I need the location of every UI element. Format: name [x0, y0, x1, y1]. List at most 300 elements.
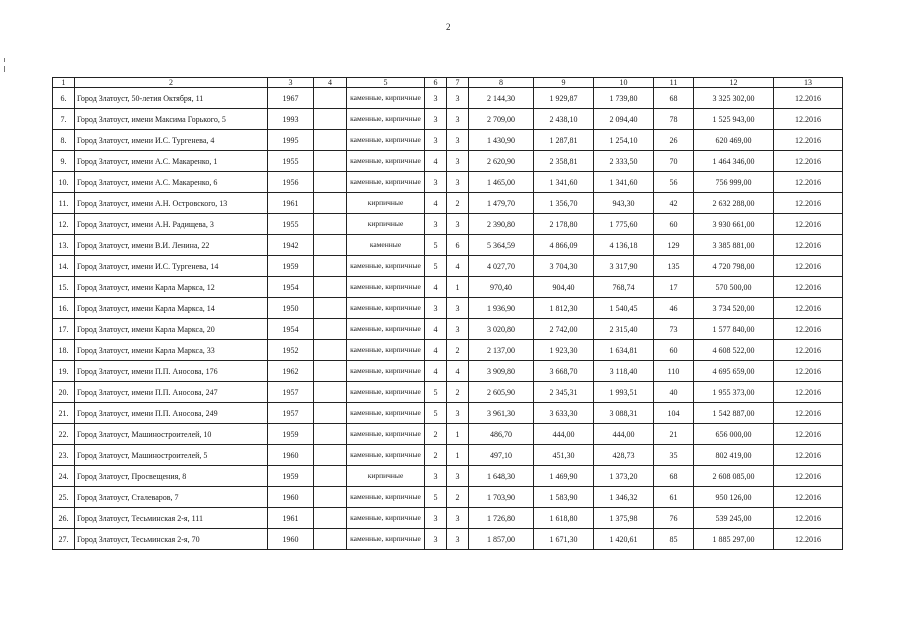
cell-area-a: 1 469,90 — [534, 466, 594, 487]
cell-area-total: 3 020,80 — [469, 319, 534, 340]
cell-date: 12.2016 — [774, 529, 843, 550]
cell-area-a: 3 633,30 — [534, 403, 594, 424]
cell-c4 — [314, 109, 347, 130]
cell-area-b: 768,74 — [594, 277, 654, 298]
table-row — [53, 130, 843, 151]
cell-n: 25. — [53, 487, 75, 508]
cell-date: 12.2016 — [774, 277, 843, 298]
cell-floors: 3 — [425, 88, 447, 109]
cell-floors: 5 — [425, 235, 447, 256]
cell-cost: 3 930 661,00 — [694, 214, 774, 235]
cell-residents: 26 — [654, 130, 694, 151]
cell-floors: 4 — [425, 277, 447, 298]
cell-area-b: 444,00 — [594, 424, 654, 445]
cell-floors: 4 — [425, 151, 447, 172]
cell-area-b: 1 341,60 — [594, 172, 654, 193]
cell-address: Город Златоуст, имени П.П. Аносова, 176 — [75, 361, 268, 382]
cell-area-a: 1 812,30 — [534, 298, 594, 319]
cell-cost: 756 999,00 — [694, 172, 774, 193]
page-number: 2 — [446, 22, 451, 32]
column-number-row — [53, 78, 843, 88]
cell-date: 12.2016 — [774, 508, 843, 529]
cell-date: 12.2016 — [774, 424, 843, 445]
cell-area-total: 3 909,80 — [469, 361, 534, 382]
table-row — [53, 172, 843, 193]
cell-area-total: 2 137,00 — [469, 340, 534, 361]
cell-c4 — [314, 361, 347, 382]
table-body — [53, 78, 843, 550]
cell-residents: 85 — [654, 529, 694, 550]
cell-entrances: 3 — [447, 172, 469, 193]
cell-area-a: 3 668,70 — [534, 361, 594, 382]
cell-c4 — [314, 193, 347, 214]
cell-residents: 73 — [654, 319, 694, 340]
cell-address: Город Златоуст, имени Карла Маркса, 14 — [75, 298, 268, 319]
cell-area-a: 3 704,30 — [534, 256, 594, 277]
cell-residents: 21 — [654, 424, 694, 445]
cell-floors: 4 — [425, 319, 447, 340]
cell-area-total: 1 430,90 — [469, 130, 534, 151]
cell-area-a: 1 287,81 — [534, 130, 594, 151]
cell-cost: 1 542 887,00 — [694, 403, 774, 424]
cell-material: каменные, кирпичные — [347, 151, 425, 172]
cell-year: 1995 — [268, 130, 314, 151]
cell-area-a: 1 356,70 — [534, 193, 594, 214]
cell-year: 1960 — [268, 487, 314, 508]
cell-entrances: 3 — [447, 529, 469, 550]
cell-area-b: 1 634,81 — [594, 340, 654, 361]
cell-area-a: 2 742,00 — [534, 319, 594, 340]
cell-residents: 40 — [654, 382, 694, 403]
cell-n: 14. — [53, 256, 75, 277]
cell-c4 — [314, 445, 347, 466]
cell-entrances: 3 — [447, 88, 469, 109]
cell-area-b: 3 088,31 — [594, 403, 654, 424]
column-header-2: 2 — [75, 78, 268, 88]
cell-cost: 570 500,00 — [694, 277, 774, 298]
cell-entrances: 2 — [447, 193, 469, 214]
cell-date: 12.2016 — [774, 340, 843, 361]
cell-year: 1957 — [268, 403, 314, 424]
cell-n: 8. — [53, 130, 75, 151]
cell-area-a: 1 583,90 — [534, 487, 594, 508]
cell-year: 1961 — [268, 193, 314, 214]
cell-area-b: 1 373,20 — [594, 466, 654, 487]
cell-material: каменные, кирпичные — [347, 424, 425, 445]
cell-area-total: 2 709,00 — [469, 109, 534, 130]
cell-residents: 68 — [654, 88, 694, 109]
cell-c4 — [314, 319, 347, 340]
cell-entrances: 3 — [447, 508, 469, 529]
cell-cost: 656 000,00 — [694, 424, 774, 445]
cell-address: Город Златоуст, Машиностроителей, 5 — [75, 445, 268, 466]
cell-material: каменные — [347, 235, 425, 256]
cell-year: 1950 — [268, 298, 314, 319]
cell-year: 1960 — [268, 529, 314, 550]
cell-address: Город Златоуст, Машиностроителей, 10 — [75, 424, 268, 445]
cell-c4 — [314, 340, 347, 361]
cell-n: 13. — [53, 235, 75, 256]
cell-address: Город Златоуст, имени А.Н. Островского, 13 — [75, 193, 268, 214]
column-header-3: 3 — [268, 78, 314, 88]
cell-entrances: 2 — [447, 487, 469, 508]
cell-n: 6. — [53, 88, 75, 109]
cell-area-total: 4 027,70 — [469, 256, 534, 277]
cell-area-total: 1 479,70 — [469, 193, 534, 214]
cell-address: Город Златоуст, имени Карла Маркса, 20 — [75, 319, 268, 340]
cell-area-b: 2 333,50 — [594, 151, 654, 172]
cell-n: 16. — [53, 298, 75, 319]
cell-floors: 5 — [425, 487, 447, 508]
cell-residents: 76 — [654, 508, 694, 529]
cell-year: 1960 — [268, 445, 314, 466]
cell-residents: 60 — [654, 340, 694, 361]
cell-area-a: 1 671,30 — [534, 529, 594, 550]
cell-c4 — [314, 298, 347, 319]
cell-cost: 802 419,00 — [694, 445, 774, 466]
cell-cost: 1 577 840,00 — [694, 319, 774, 340]
cell-address: Город Златоуст, имени Карла Маркса, 12 — [75, 277, 268, 298]
cell-residents: 17 — [654, 277, 694, 298]
cell-residents: 70 — [654, 151, 694, 172]
column-header-13: 13 — [774, 78, 843, 88]
cell-floors: 4 — [425, 193, 447, 214]
cell-material: каменные, кирпичные — [347, 109, 425, 130]
cell-floors: 3 — [425, 109, 447, 130]
cell-date: 12.2016 — [774, 88, 843, 109]
cell-entrances: 6 — [447, 235, 469, 256]
cell-date: 12.2016 — [774, 130, 843, 151]
cell-date: 12.2016 — [774, 214, 843, 235]
cell-date: 12.2016 — [774, 361, 843, 382]
cell-address: Город Златоуст, Тесьминская 2-я, 70 — [75, 529, 268, 550]
cell-area-b: 1 254,10 — [594, 130, 654, 151]
cell-entrances: 4 — [447, 256, 469, 277]
cell-year: 1961 — [268, 508, 314, 529]
cell-c4 — [314, 130, 347, 151]
cell-cost: 3 734 520,00 — [694, 298, 774, 319]
cell-residents: 46 — [654, 298, 694, 319]
cell-n: 19. — [53, 361, 75, 382]
cell-material: каменные, кирпичные — [347, 340, 425, 361]
cell-material: кирпичные — [347, 466, 425, 487]
cell-area-total: 2 620,90 — [469, 151, 534, 172]
table-row — [53, 508, 843, 529]
cell-residents: 78 — [654, 109, 694, 130]
cell-area-a: 2 358,81 — [534, 151, 594, 172]
cell-material: каменные, кирпичные — [347, 508, 425, 529]
cell-date: 12.2016 — [774, 256, 843, 277]
cell-cost: 2 632 288,00 — [694, 193, 774, 214]
table-row — [53, 277, 843, 298]
cell-floors: 3 — [425, 172, 447, 193]
column-header-1: 1 — [53, 78, 75, 88]
cell-c4 — [314, 487, 347, 508]
table-row — [53, 340, 843, 361]
cell-n: 17. — [53, 319, 75, 340]
cell-area-b: 1 375,98 — [594, 508, 654, 529]
cell-n: 26. — [53, 508, 75, 529]
cell-year: 1993 — [268, 109, 314, 130]
cell-material: каменные, кирпичные — [347, 403, 425, 424]
column-header-6: 6 — [425, 78, 447, 88]
table-row — [53, 298, 843, 319]
cell-year: 1957 — [268, 382, 314, 403]
cell-date: 12.2016 — [774, 193, 843, 214]
cell-area-b: 1 420,61 — [594, 529, 654, 550]
cell-cost: 3 385 881,00 — [694, 235, 774, 256]
column-header-11: 11 — [654, 78, 694, 88]
cell-c4 — [314, 529, 347, 550]
cell-cost: 1 885 297,00 — [694, 529, 774, 550]
cell-area-total: 1 857,00 — [469, 529, 534, 550]
cell-n: 22. — [53, 424, 75, 445]
cell-floors: 3 — [425, 130, 447, 151]
cell-c4 — [314, 256, 347, 277]
margin-mark — [4, 66, 5, 72]
cell-address: Город Златоуст, имени П.П. Аносова, 247 — [75, 382, 268, 403]
cell-c4 — [314, 403, 347, 424]
cell-material: каменные, кирпичные — [347, 172, 425, 193]
cell-address: Город Златоуст, имени В.И. Ленина, 22 — [75, 235, 268, 256]
cell-date: 12.2016 — [774, 235, 843, 256]
cell-c4 — [314, 424, 347, 445]
table-row — [53, 466, 843, 487]
column-header-5: 5 — [347, 78, 425, 88]
cell-cost: 4 608 522,00 — [694, 340, 774, 361]
cell-area-total: 2 144,30 — [469, 88, 534, 109]
cell-date: 12.2016 — [774, 151, 843, 172]
cell-material: каменные, кирпичные — [347, 445, 425, 466]
cell-c4 — [314, 172, 347, 193]
cell-year: 1956 — [268, 172, 314, 193]
cell-n: 27. — [53, 529, 75, 550]
cell-floors: 3 — [425, 508, 447, 529]
cell-year: 1959 — [268, 256, 314, 277]
cell-n: 15. — [53, 277, 75, 298]
cell-area-total: 5 364,59 — [469, 235, 534, 256]
cell-date: 12.2016 — [774, 298, 843, 319]
cell-date: 12.2016 — [774, 403, 843, 424]
cell-date: 12.2016 — [774, 319, 843, 340]
cell-floors: 2 — [425, 424, 447, 445]
cell-area-a: 1 923,30 — [534, 340, 594, 361]
cell-address: Город Златоуст, имени И.С. Тургенева, 14 — [75, 256, 268, 277]
cell-cost: 3 325 302,00 — [694, 88, 774, 109]
cell-cost: 4 695 659,00 — [694, 361, 774, 382]
cell-floors: 5 — [425, 382, 447, 403]
cell-cost: 539 245,00 — [694, 508, 774, 529]
cell-floors: 3 — [425, 529, 447, 550]
cell-year: 1954 — [268, 319, 314, 340]
cell-c4 — [314, 382, 347, 403]
cell-residents: 35 — [654, 445, 694, 466]
cell-area-b: 2 315,40 — [594, 319, 654, 340]
cell-n: 21. — [53, 403, 75, 424]
cell-floors: 4 — [425, 340, 447, 361]
cell-c4 — [314, 235, 347, 256]
cell-address: Город Златоуст, Просвещения, 8 — [75, 466, 268, 487]
cell-area-a: 444,00 — [534, 424, 594, 445]
cell-entrances: 3 — [447, 130, 469, 151]
cell-floors: 3 — [425, 214, 447, 235]
cell-area-total: 970,40 — [469, 277, 534, 298]
cell-n: 18. — [53, 340, 75, 361]
cell-date: 12.2016 — [774, 382, 843, 403]
cell-n: 12. — [53, 214, 75, 235]
cell-address: Город Златоуст, Тесьминская 2-я, 111 — [75, 508, 268, 529]
cell-date: 12.2016 — [774, 172, 843, 193]
cell-entrances: 2 — [447, 382, 469, 403]
cell-year: 1942 — [268, 235, 314, 256]
cell-n: 10. — [53, 172, 75, 193]
cell-material: кирпичные — [347, 214, 425, 235]
cell-year: 1954 — [268, 277, 314, 298]
cell-floors: 3 — [425, 466, 447, 487]
cell-area-total: 486,70 — [469, 424, 534, 445]
cell-material: каменные, кирпичные — [347, 382, 425, 403]
column-header-8: 8 — [469, 78, 534, 88]
cell-address: Город Златоуст, имени А.С. Макаренко, 6 — [75, 172, 268, 193]
cell-n: 24. — [53, 466, 75, 487]
cell-material: каменные, кирпичные — [347, 487, 425, 508]
cell-floors: 5 — [425, 403, 447, 424]
cell-year: 1952 — [268, 340, 314, 361]
cell-cost: 4 720 798,00 — [694, 256, 774, 277]
cell-area-a: 2 178,80 — [534, 214, 594, 235]
cell-entrances: 1 — [447, 424, 469, 445]
cell-area-b: 3 118,40 — [594, 361, 654, 382]
table-row — [53, 403, 843, 424]
cell-date: 12.2016 — [774, 109, 843, 130]
cell-material: каменные, кирпичные — [347, 298, 425, 319]
cell-entrances: 2 — [447, 340, 469, 361]
table-row — [53, 235, 843, 256]
cell-area-a: 904,40 — [534, 277, 594, 298]
cell-n: 23. — [53, 445, 75, 466]
cell-c4 — [314, 88, 347, 109]
cell-area-b: 1 540,45 — [594, 298, 654, 319]
column-header-7: 7 — [447, 78, 469, 88]
cell-c4 — [314, 508, 347, 529]
cell-area-total: 1 648,30 — [469, 466, 534, 487]
cell-c4 — [314, 466, 347, 487]
table-row — [53, 193, 843, 214]
cell-address: Город Златоуст, имени Карла Маркса, 33 — [75, 340, 268, 361]
cell-material: каменные, кирпичные — [347, 277, 425, 298]
cell-address: Город Златоуст, имени А.Н. Радищева, 3 — [75, 214, 268, 235]
cell-material: каменные, кирпичные — [347, 88, 425, 109]
cell-residents: 56 — [654, 172, 694, 193]
cell-c4 — [314, 151, 347, 172]
cell-year: 1959 — [268, 466, 314, 487]
cell-residents: 129 — [654, 235, 694, 256]
cell-address: Город Златоуст, имени Максима Горького, 5 — [75, 109, 268, 130]
cell-floors: 2 — [425, 445, 447, 466]
table-row — [53, 109, 843, 130]
cell-entrances: 3 — [447, 319, 469, 340]
cell-area-total: 1 465,00 — [469, 172, 534, 193]
cell-area-b: 2 094,40 — [594, 109, 654, 130]
table-row — [53, 214, 843, 235]
cell-c4 — [314, 277, 347, 298]
column-header-9: 9 — [534, 78, 594, 88]
cell-area-a: 2 438,10 — [534, 109, 594, 130]
cell-address: Город Златоуст, имени И.С. Тургенева, 4 — [75, 130, 268, 151]
cell-year: 1967 — [268, 88, 314, 109]
table-row — [53, 487, 843, 508]
cell-area-b: 1 739,80 — [594, 88, 654, 109]
table-row — [53, 382, 843, 403]
cell-cost: 1 955 373,00 — [694, 382, 774, 403]
cell-area-b: 4 136,18 — [594, 235, 654, 256]
table-row — [53, 361, 843, 382]
cell-year: 1959 — [268, 424, 314, 445]
cell-residents: 110 — [654, 361, 694, 382]
cell-area-b: 428,73 — [594, 445, 654, 466]
cell-area-a: 2 345,31 — [534, 382, 594, 403]
cell-area-b: 1 993,51 — [594, 382, 654, 403]
cell-cost: 1 525 943,00 — [694, 109, 774, 130]
cell-entrances: 1 — [447, 277, 469, 298]
table-row — [53, 256, 843, 277]
cell-cost: 1 464 346,00 — [694, 151, 774, 172]
cell-entrances: 4 — [447, 361, 469, 382]
cell-n: 20. — [53, 382, 75, 403]
cell-area-total: 497,10 — [469, 445, 534, 466]
cell-area-total: 2 390,80 — [469, 214, 534, 235]
cell-area-b: 1 775,60 — [594, 214, 654, 235]
cell-entrances: 3 — [447, 403, 469, 424]
cell-material: каменные, кирпичные — [347, 361, 425, 382]
cell-floors: 5 — [425, 256, 447, 277]
table-row — [53, 151, 843, 172]
table-row — [53, 529, 843, 550]
cell-floors: 4 — [425, 361, 447, 382]
cell-year: 1955 — [268, 214, 314, 235]
cell-entrances: 1 — [447, 445, 469, 466]
cell-material: каменные, кирпичные — [347, 130, 425, 151]
cell-area-a: 451,30 — [534, 445, 594, 466]
cell-material: каменные, кирпичные — [347, 319, 425, 340]
cell-entrances: 3 — [447, 298, 469, 319]
cell-floors: 3 — [425, 298, 447, 319]
table-row — [53, 445, 843, 466]
table-row — [53, 319, 843, 340]
cell-area-a: 1 618,80 — [534, 508, 594, 529]
cell-area-a: 4 866,09 — [534, 235, 594, 256]
cell-cost: 2 608 085,00 — [694, 466, 774, 487]
column-header-12: 12 — [694, 78, 774, 88]
cell-area-total: 1 726,80 — [469, 508, 534, 529]
column-header-10: 10 — [594, 78, 654, 88]
cell-entrances: 3 — [447, 466, 469, 487]
cell-residents: 60 — [654, 214, 694, 235]
cell-cost: 950 126,00 — [694, 487, 774, 508]
cell-area-total: 1 703,90 — [469, 487, 534, 508]
cell-material: каменные, кирпичные — [347, 256, 425, 277]
margin-mark — [4, 58, 5, 62]
cell-residents: 104 — [654, 403, 694, 424]
cell-date: 12.2016 — [774, 466, 843, 487]
table-row — [53, 88, 843, 109]
cell-entrances: 3 — [447, 109, 469, 130]
cell-address: Город Златоуст, 50-летия Октября, 11 — [75, 88, 268, 109]
cell-area-b: 943,30 — [594, 193, 654, 214]
cell-entrances: 3 — [447, 151, 469, 172]
cell-date: 12.2016 — [774, 445, 843, 466]
cell-address: Город Златоуст, имени А.С. Макаренко, 1 — [75, 151, 268, 172]
